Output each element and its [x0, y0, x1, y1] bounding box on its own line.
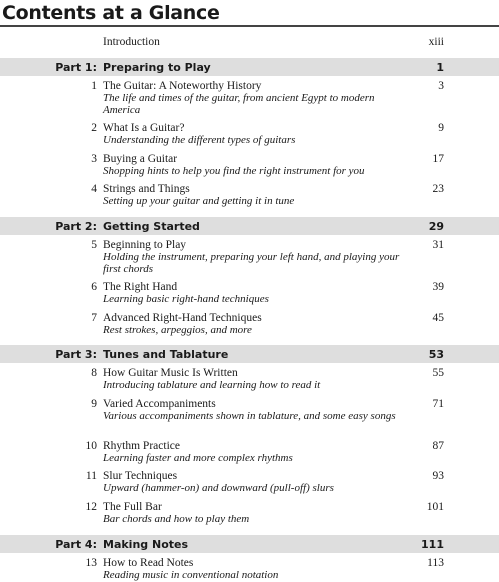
- chapter-description: Learning faster and more complex rhythms: [103, 452, 293, 464]
- chapter-page: 55: [432, 367, 444, 379]
- chapter-description: Bar chords and how to play them: [103, 513, 250, 525]
- chapter-number: 11: [85, 470, 97, 482]
- title-divider: [0, 25, 499, 27]
- chapter-description: Upward (hammer-on) and downward (pull-off) slurs: [103, 482, 334, 494]
- chapter-number: 9: [91, 398, 97, 410]
- chapter-number: 8: [91, 367, 97, 379]
- chapter-title: Slur Techniques: [103, 470, 178, 482]
- chapter-number: 5: [91, 239, 97, 251]
- chapter-title: Advanced Right-Hand Techniques: [103, 312, 262, 324]
- chapter-page: 17: [432, 153, 444, 165]
- chapter-page: 113: [427, 557, 444, 569]
- chapter-title: How Guitar Music Is Written: [103, 367, 238, 379]
- part-heading[interactable]: [0, 58, 499, 76]
- chapter-description: Various accompaniments shown in tablature, and some easy songs: [103, 410, 396, 422]
- part-heading[interactable]: [0, 217, 499, 235]
- chapter-description: Understanding the different types of guitars: [103, 134, 296, 146]
- chapter-title: Varied Accompaniments: [103, 398, 216, 410]
- chapter-title: The Guitar: A Noteworthy History: [103, 80, 262, 92]
- chapter-page: 3: [438, 80, 444, 92]
- chapter-description: Setting up your guitar and getting it in tune: [103, 195, 295, 207]
- introduction-page: xiii: [428, 36, 444, 48]
- chapter-page: 23: [432, 183, 444, 195]
- chapter-description: Holding the instrument, preparing your left hand, and playing your first chords: [103, 251, 400, 275]
- chapter-page: 9: [438, 122, 444, 134]
- chapter-page: 45: [432, 312, 444, 324]
- chapter-number: 10: [85, 440, 97, 452]
- chapter-description: The life and times of the guitar, from ancient Egypt to modern America: [103, 92, 375, 116]
- chapter-title: Rhythm Practice: [103, 440, 180, 452]
- chapter-description: Learning basic right-hand techniques: [103, 293, 269, 305]
- chapter-page: 101: [426, 501, 444, 513]
- chapter-number: 12: [85, 501, 97, 513]
- chapter-title: What Is a Guitar?: [103, 122, 185, 134]
- chapter-page: 93: [432, 470, 444, 482]
- chapter-title: The Right Hand: [103, 281, 178, 293]
- chapter-number: 2: [91, 122, 97, 134]
- chapter-number: 4: [91, 183, 97, 195]
- chapter-description: Rest strokes, arpeggios, and more: [103, 324, 252, 336]
- part-title: Tunes and Tablature: [103, 348, 229, 361]
- chapter-number: 3: [91, 153, 97, 165]
- part-number: Part 2:: [55, 220, 97, 233]
- chapter-title: How to Read Notes: [103, 557, 194, 569]
- chapter-title: Buying a Guitar: [103, 153, 178, 165]
- page-title: Contents at a Glance: [2, 2, 220, 24]
- chapter-page: 31: [432, 239, 444, 251]
- chapter-description: Introducing tablature and learning how to read it: [103, 379, 321, 391]
- part-heading[interactable]: [0, 345, 499, 363]
- part-page: 29: [428, 220, 444, 233]
- chapter-number: 13: [85, 557, 97, 569]
- chapter-title: Beginning to Play: [103, 239, 187, 251]
- part-title: Getting Started: [103, 220, 200, 233]
- part-title: Making Notes: [103, 538, 189, 551]
- part-heading[interactable]: [0, 535, 499, 553]
- chapter-number: 1: [91, 80, 97, 92]
- introduction-label: Introduction: [103, 36, 160, 48]
- introduction-entry[interactable]: [0, 36, 499, 52]
- chapter-description: Reading music in conventional notation: [103, 569, 279, 581]
- part-title: Preparing to Play: [103, 61, 211, 74]
- chapter-number: 6: [91, 281, 97, 293]
- part-page: 53: [428, 348, 444, 361]
- chapter-page: 87: [432, 440, 444, 452]
- chapter-title: Strings and Things: [103, 183, 190, 195]
- chapter-page: 71: [432, 398, 444, 410]
- part-page: 111: [421, 538, 444, 551]
- part-page: 1: [436, 61, 444, 74]
- chapter-page: 39: [432, 281, 444, 293]
- part-number: Part 1:: [55, 61, 97, 74]
- part-number: Part 4:: [55, 538, 97, 551]
- chapter-number: 7: [91, 312, 97, 324]
- chapter-title: The Full Bar: [103, 501, 162, 513]
- chapter-description: Shopping hints to help you find the right instrument for you: [103, 165, 365, 177]
- part-number: Part 3:: [55, 348, 97, 361]
